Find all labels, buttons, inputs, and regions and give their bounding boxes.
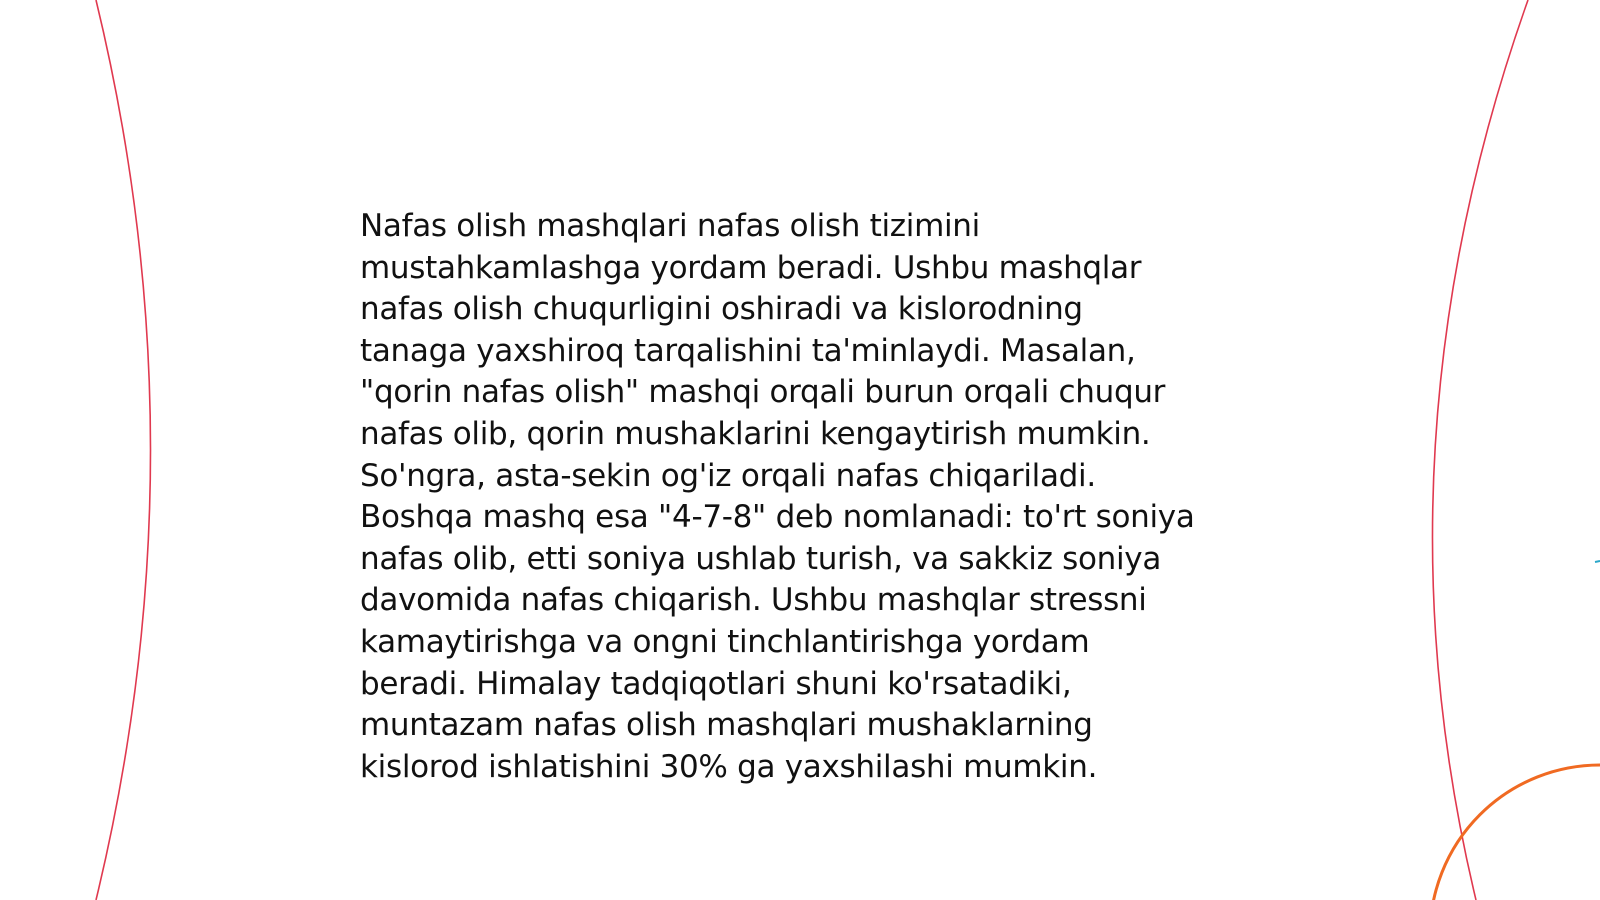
teal-accent-mark (1595, 561, 1600, 562)
right-red-curve (1432, 0, 1528, 900)
body-paragraph: Nafas olish mashqlari nafas olish tizimini mustahkamlashga yordam beradi. Ushbu mashqlar nafas olish chuqurligini oshiradi va kislorodning tanaga yaxshiroq tarqalishini ta'minlaydi. Masalan, "qorin nafas olish" mashqi orqali burun orqali chuqur nafas olib, qorin mushaklarini kengaytirish mumkin. So'ngra, asta-sekin og'iz orqali nafas chiqariladi. Boshqa mashq esa "4-7-8" deb nomlanadi: to'rt soniya nafas olib, etti soniya ushlab turish, va sakkiz soniya davomida nafas chiqarish. Ushbu mashqlar stressni kamaytirishga va ongni tinchlantirishga yordam beradi. Himalay tadqiqotlari shuni ko'rsatadiki, muntazam nafas olish mashqlari mushaklarning kislorod ishlatishini 30% ga yaxshilashi mumkin. (360, 208, 1195, 785)
orange-circle-arc (1430, 765, 1600, 900)
left-red-curve (96, 0, 151, 900)
